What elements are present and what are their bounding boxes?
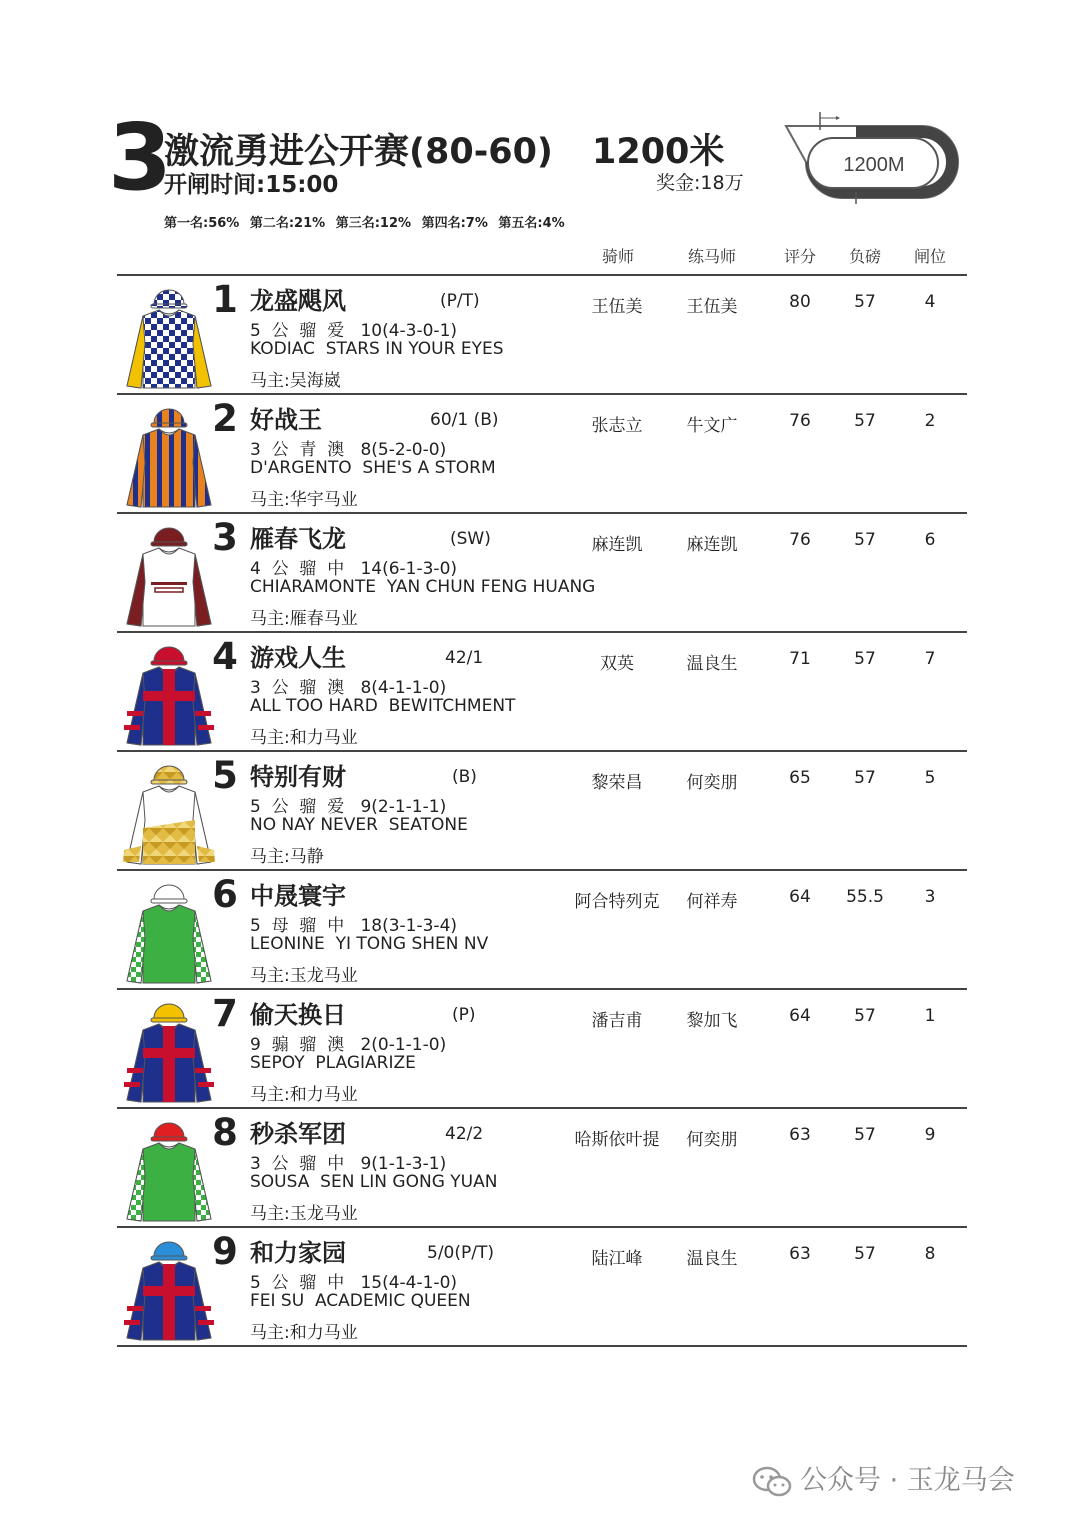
horse-info: 3 公 骝 澳 8(4-1-1-0) [250,678,447,698]
weight-value: 57 [854,1006,876,1026]
horse-owner: 马主:和力马业 [250,728,358,748]
jockey-silks-icon [121,1115,217,1223]
horse-owner: 马主:玉龙马业 [250,1204,358,1224]
weight-value: 57 [854,292,876,312]
runner-row [117,633,967,752]
draw-value: 1 [924,1006,936,1026]
runner-row [117,1228,967,1347]
track-diagram-icon [772,108,966,208]
jockey-name: 阿合特列克 [574,892,660,912]
jockey-name: 黎荣昌 [591,773,643,793]
rating-value: 64 [789,1006,811,1026]
watermark [752,1458,1015,1499]
draw-value: 4 [924,292,936,312]
prize-split-2: 第二名:21% [249,216,326,231]
jockey-silks-icon [121,520,217,628]
jockey-silks-icon [121,282,217,390]
race-title: 激流勇进公开赛(80-60) [164,132,553,172]
horse-pedigree: NO NAY NEVER SEATONE [250,815,468,835]
runner-number: 1 [212,278,238,321]
draw-value: 9 [924,1125,936,1145]
horse-gear-odds: 42/1 [445,648,484,668]
rating-value: 63 [789,1244,811,1264]
horse-name: 好战王 [250,406,322,434]
runner-row [117,276,967,395]
draw-value: 2 [924,411,936,431]
horse-pedigree: ALL TOO HARD BEWITCHMENT [250,696,516,716]
jockey-name: 陆江峰 [591,1249,643,1269]
prize-split-1: 第一名:56% [164,216,240,231]
jockey-name: 哈斯依叶提 [574,1130,660,1150]
row-divider [117,1345,967,1347]
jockey-silks-icon [121,1234,217,1342]
draw-value: 3 [924,887,936,907]
col-head-weight: 负磅 [848,247,881,266]
horse-owner: 马主:和力马业 [250,1085,358,1105]
weight-value: 57 [854,649,876,669]
watermark-text: 公众号 · 玉龙马会 [800,1465,1015,1496]
runner-number: 3 [212,516,238,559]
horse-pedigree: CHIARAMONTE YAN CHUN FENG HUANG [250,577,596,597]
horse-gear-odds: 5/0(P/T) [427,1243,494,1263]
draw-value: 6 [924,530,936,550]
weight-value: 57 [854,411,876,431]
race-distance: 1200米 [592,132,725,172]
weight-value: 57 [854,1125,876,1145]
runner-number: 5 [212,754,238,797]
col-head-trainer: 练马师 [687,247,736,266]
draw-value: 8 [924,1244,936,1264]
prize-split-5: 第五名:4% [498,216,565,231]
horse-gear-odds: (B) [452,767,477,787]
prize-split [164,212,571,231]
horse-name: 特别有财 [250,763,346,791]
track-label: 1200M [843,154,905,176]
horse-pedigree: SEPOY PLAGIARIZE [250,1053,416,1073]
trainer-name: 黎加飞 [686,1011,738,1031]
horse-name: 秒杀军团 [250,1120,346,1148]
horse-pedigree: LEONINE YI TONG SHEN NV [250,934,489,954]
trainer-name: 温良生 [686,1249,738,1269]
runner-row [117,871,967,990]
horse-gear-odds: (P) [452,1005,476,1025]
rating-value: 63 [789,1125,811,1145]
runner-number: 6 [212,873,238,916]
weight-value: 55.5 [846,887,884,907]
col-head-draw: 闸位 [913,247,946,266]
trainer-name: 温良生 [686,654,738,674]
start-time: 开闸时间:15:00 [164,172,339,198]
jockey-silks-icon [121,996,217,1104]
horse-info: 5 公 骝 中 15(4-4-1-0) [250,1273,458,1293]
jockey-silks-icon [121,639,217,747]
trainer-name: 何奕朋 [686,1130,738,1150]
horse-info: 5 公 骝 爱 9(2-1-1-1) [250,797,447,817]
col-head-jockey: 骑师 [601,247,634,266]
horse-name: 和力家园 [250,1239,346,1267]
horse-info: 5 公 骝 爱 10(4-3-0-1) [250,321,458,341]
horse-info: 3 公 骝 中 9(1-1-3-1) [250,1154,447,1174]
horse-info: 9 骟 骝 澳 2(0-1-1-0) [250,1035,447,1055]
horse-gear-odds: (SW) [450,529,491,549]
horse-owner: 马主:玉龙马业 [250,966,358,986]
runner-row [117,1109,967,1228]
horse-pedigree: FEI SU ACADEMIC QUEEN [250,1291,471,1311]
horse-owner: 马主:和力马业 [250,1323,358,1343]
horse-info: 5 母 骝 中 18(3-1-3-4) [250,916,458,936]
wechat-icon [752,1465,792,1499]
weight-value: 57 [854,530,876,550]
runner-row [117,395,967,514]
rating-value: 71 [789,649,811,669]
horse-gear-odds: 42/2 [445,1124,484,1144]
runner-row [117,990,967,1109]
jockey-name: 张志立 [591,416,643,436]
trainer-name: 何祥寿 [686,892,738,912]
trainer-name: 牛文广 [686,416,738,436]
runner-number: 2 [212,397,238,440]
horse-name: 游戏人生 [250,644,346,672]
horse-owner: 马主:吴海崴 [250,371,341,391]
horse-owner: 马主:马静 [250,847,324,867]
rating-value: 80 [789,292,811,312]
runner-number: 9 [212,1230,238,1273]
jockey-silks-icon [121,877,217,985]
runner-number: 7 [212,992,238,1035]
jockey-silks-icon [121,401,217,509]
horse-gear-odds: (P/T) [440,291,480,311]
horse-name: 中晟寰宇 [250,882,346,910]
rating-value: 65 [789,768,811,788]
trainer-name: 王伍美 [686,297,738,317]
weight-value: 57 [854,768,876,788]
horse-name: 偷天换日 [250,1001,346,1029]
horse-owner: 马主:雁春马业 [250,609,358,629]
rating-value: 64 [789,887,811,907]
weight-value: 57 [854,1244,876,1264]
runner-row [117,514,967,633]
jockey-silks-icon [121,758,217,866]
horse-pedigree: SOUSA SEN LIN GONG YUAN [250,1172,498,1192]
trainer-name: 何奕朋 [686,773,738,793]
runner-number: 4 [212,635,238,678]
horse-pedigree: D'ARGENTO SHE'S A STORM [250,458,496,478]
horse-pedigree: KODIAC STARS IN YOUR EYES [250,339,504,359]
runner-number: 8 [212,1111,238,1154]
jockey-name: 王伍美 [591,297,643,317]
horse-info: 4 公 骝 中 14(6-1-3-0) [250,559,458,579]
race-number: 3 [108,104,173,211]
horse-owner: 马主:华宇马业 [250,490,358,510]
rating-value: 76 [789,411,811,431]
jockey-name: 麻连凯 [591,535,643,555]
rating-value: 76 [789,530,811,550]
horse-name: 雁春飞龙 [250,525,346,553]
horse-name: 龙盛飓风 [250,287,346,315]
prize-split-3: 第三名:12% [335,216,412,231]
prize-money: 奖金:18万 [656,172,744,194]
trainer-name: 麻连凯 [686,535,738,555]
jockey-name: 双英 [600,654,634,674]
draw-value: 5 [924,768,936,788]
runner-row [117,752,967,871]
draw-value: 7 [924,649,936,669]
prize-split-4: 第四名:7% [421,216,488,231]
horse-info: 3 公 青 澳 8(5-2-0-0) [250,440,447,460]
jockey-name: 潘吉甫 [591,1011,643,1031]
col-head-rating: 评分 [783,247,816,266]
horse-gear-odds: 60/1 (B) [430,410,499,430]
